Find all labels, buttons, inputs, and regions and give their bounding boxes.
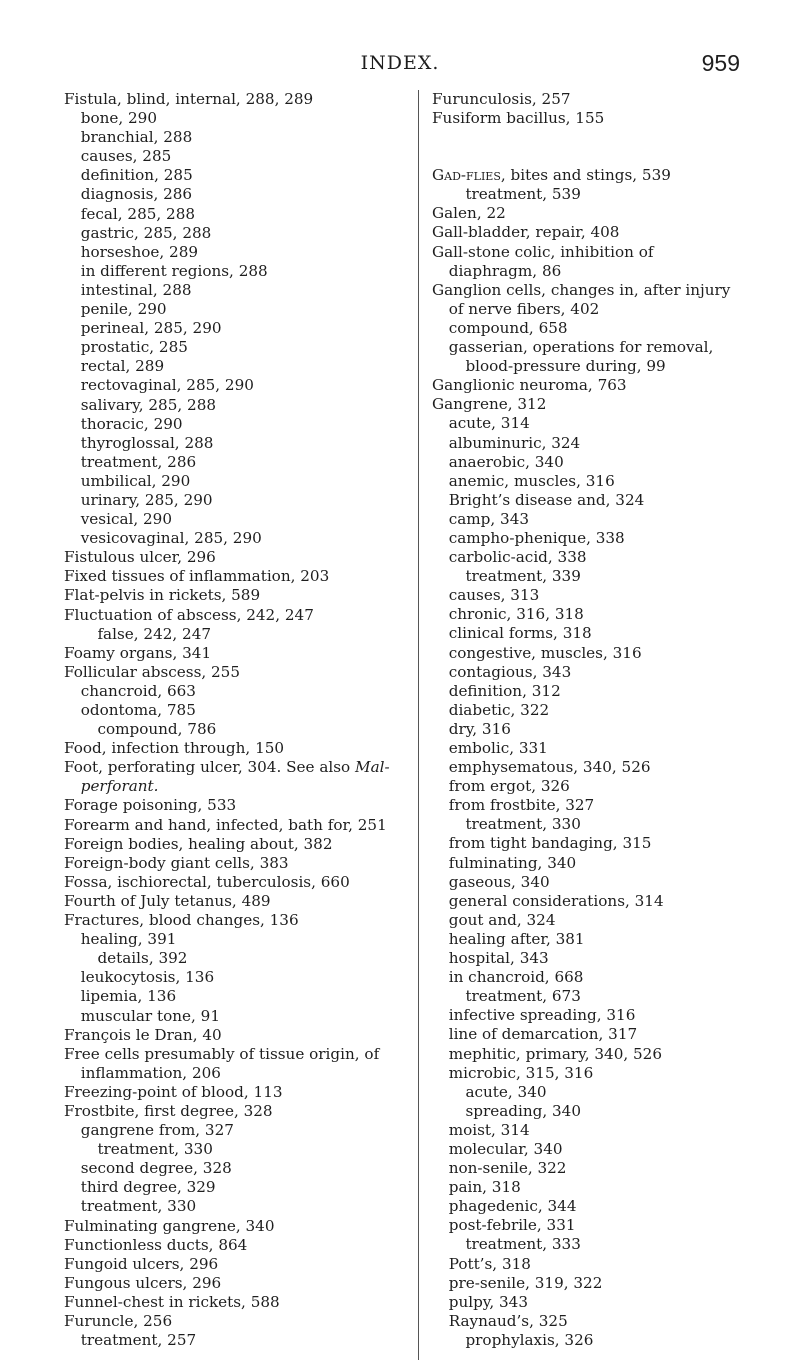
entry-text: Fungoid ulcers, 296 — [64, 1254, 219, 1273]
index-subentry — [432, 567, 742, 586]
index-subentry — [432, 1274, 742, 1293]
entry-text: rectal, 289 — [80, 357, 165, 376]
entry-text: Frostbite, first degree, 328 — [64, 1101, 273, 1120]
entry-text: treatment, 330 — [80, 1197, 197, 1216]
index-entry — [64, 835, 404, 854]
page-number: 959 — [701, 50, 740, 76]
index-entry — [64, 567, 404, 586]
index-entry — [64, 1083, 404, 1102]
entry-text: Follicular abscess, 255 — [64, 662, 241, 681]
index-entry — [64, 1026, 404, 1045]
entry-text: from tight bandaging, 315 — [448, 834, 652, 853]
entry-text: gastric, 285, 288 — [80, 223, 212, 242]
index-subentry — [64, 357, 404, 376]
index-subentry — [64, 243, 404, 262]
entry-text: dry, 316 — [448, 719, 511, 738]
entry-text: microbic, 315, 316 — [448, 1063, 594, 1082]
entry-text: campho-phenique, 338 — [448, 528, 625, 547]
index-subentry — [432, 834, 742, 853]
entry-text: leukocytosis, 136 — [80, 968, 215, 987]
entry-text: Free cells presumably of tissue origin, of inflammation, 206 — [64, 1044, 380, 1082]
entry-text: Foot, perforating ulcer, 304. See also — [64, 758, 351, 777]
index-subentry — [432, 1159, 742, 1178]
entry-text: treatment, 330 — [97, 1140, 213, 1159]
entry-text: Raynaud’s, 325 — [448, 1311, 568, 1330]
index-entry — [64, 1255, 404, 1274]
entry-text: Ganglionic neuroma, 763 — [432, 376, 627, 395]
entry-text: third degree, 329 — [80, 1178, 216, 1197]
entry-text: pain, 318 — [448, 1178, 521, 1197]
entry-text: in different regions, 288 — [80, 261, 268, 280]
index-subentry — [64, 376, 404, 395]
index-subentry — [432, 1216, 742, 1235]
entry-text: Pott’s, 318 — [448, 1254, 531, 1273]
index-entry — [64, 1045, 404, 1083]
entry-head-smallcaps: Gad-flies — [432, 166, 501, 185]
index-subentry — [64, 949, 404, 968]
entry-text: anemic, muscles, 316 — [448, 471, 615, 490]
entry-text: Functionless ducts, 864 — [64, 1235, 248, 1254]
index-subentry — [64, 1178, 404, 1197]
entry-text: horseshoe, 289 — [80, 242, 199, 261]
entry-text: umbilical, 290 — [80, 471, 191, 490]
index-entry — [432, 166, 742, 185]
entry-text: Fistulous ulcer, 296 — [64, 548, 216, 567]
entry-text: muscular tone, 91 — [80, 1006, 220, 1025]
entry-text: treatment, 333 — [465, 1235, 581, 1254]
entry-text: François le Dran, 40 — [64, 1025, 222, 1044]
index-subentry — [64, 930, 404, 949]
index-subentry — [432, 1178, 742, 1197]
entry-text: pre-senile, 319, 322 — [448, 1273, 603, 1292]
entry-text: definition, 312 — [448, 681, 561, 700]
entry-text: branchial, 288 — [80, 128, 193, 147]
entry-text: penile, 290 — [80, 300, 167, 319]
entry-text: intestinal, 288 — [80, 280, 192, 299]
entry-text: treatment, 539 — [465, 185, 581, 204]
index-entry — [64, 739, 404, 758]
index-subentry — [64, 415, 404, 434]
entry-text: in chancroid, 668 — [448, 968, 584, 987]
index-subentry — [432, 1197, 742, 1216]
entry-text: Foreign bodies, healing about, 382 — [64, 834, 333, 853]
entry-text: acute, 340 — [465, 1082, 547, 1101]
entry-text: Funnel-chest in rickets, 588 — [64, 1292, 280, 1311]
entry-text: Forage poisoning, 533 — [64, 796, 237, 815]
index-subentry — [432, 624, 742, 643]
entry-text: mephitic, primary, 340, 526 — [448, 1044, 662, 1063]
index-subentry — [432, 644, 742, 663]
index-subentry — [64, 1197, 404, 1216]
entry-text: treatment, 330 — [465, 815, 581, 834]
index-entry — [64, 548, 404, 567]
index-entry — [64, 586, 404, 605]
entry-text: anaerobic, 340 — [448, 452, 564, 471]
entry-text: compound, 786 — [97, 720, 217, 739]
index-entry — [64, 1102, 404, 1121]
entry-text: Bright’s disease and, 324 — [448, 490, 645, 509]
entry-text: perineal, 285, 290 — [80, 319, 222, 338]
index-entry — [432, 204, 742, 223]
index-subentry — [432, 720, 742, 739]
index-entry — [432, 395, 742, 414]
index-subentry — [64, 300, 404, 319]
index-subentry — [432, 1140, 742, 1159]
index-subentry — [432, 968, 742, 987]
index-subentry — [64, 701, 404, 720]
section-gap — [432, 128, 742, 166]
entry-head-rest: , bites and stings, 539 — [500, 166, 671, 185]
entry-text: Fractures, blood changes, 136 — [64, 911, 299, 930]
page-title: INDEX. — [360, 52, 440, 74]
index-subentry — [64, 529, 404, 548]
entry-text: thoracic, 290 — [80, 414, 183, 433]
entry-text: vesical, 290 — [80, 510, 172, 529]
index-subentry — [432, 854, 742, 873]
index-subentry — [64, 491, 404, 510]
index-entry — [64, 1236, 404, 1255]
index-subentry — [432, 930, 742, 949]
index-subentry — [64, 682, 404, 701]
index-subentry — [64, 1007, 404, 1026]
entry-text: healing after, 381 — [448, 929, 585, 948]
index-subentry — [64, 281, 404, 300]
entry-text: Foamy organs, 341 — [64, 643, 212, 662]
entry-text: embolic, 331 — [448, 739, 548, 757]
index-entry — [64, 644, 404, 663]
index-subentry — [64, 1121, 404, 1140]
index-subentry — [432, 453, 742, 472]
entry-text: gout and, 324 — [448, 910, 556, 929]
entry-text: emphysematous, 340, 526 — [448, 758, 651, 777]
index-subentry — [432, 682, 742, 701]
entry-text: line of demarcation, 317 — [448, 1025, 638, 1044]
index-entry — [64, 663, 404, 682]
index-entry — [432, 90, 742, 109]
index-entry — [64, 1293, 404, 1312]
index-subentry — [432, 701, 742, 720]
entry-text: Ganglion cells, changes in, after injury of nerve fibers, 402 — [432, 280, 731, 318]
index-subentry — [432, 414, 742, 433]
entry-text: contagious, 343 — [448, 662, 572, 681]
index-subentry — [432, 434, 742, 453]
index-subentry — [432, 1083, 742, 1102]
entry-text: from ergot, 326 — [448, 777, 570, 796]
index-subentry — [64, 396, 404, 415]
index-entry — [64, 90, 404, 109]
entry-text: fecal, 285, 288 — [80, 204, 196, 223]
index-column-left — [64, 90, 404, 1350]
index-subentry — [64, 205, 404, 224]
index-entry — [64, 1217, 404, 1236]
index-subentry — [432, 663, 742, 682]
entry-text: treatment, 673 — [465, 987, 581, 1006]
index-subentry — [64, 185, 404, 204]
index-subentry — [432, 605, 742, 624]
index-subentry — [64, 472, 404, 491]
entry-text: hospital, 343 — [448, 949, 549, 968]
index-subentry — [432, 529, 742, 548]
entry-text: Fourth of July tetanus, 489 — [64, 891, 271, 910]
index-entry — [432, 223, 742, 242]
index-subentry — [432, 319, 742, 338]
index-subentry — [64, 224, 404, 243]
index-subentry — [64, 434, 404, 453]
page-header — [0, 52, 800, 74]
index-subentry — [64, 262, 404, 281]
index-entry — [64, 758, 404, 796]
entry-text: thyroglossal, 288 — [80, 433, 214, 452]
index-subentry — [64, 166, 404, 185]
index-entry — [64, 1312, 404, 1331]
entry-text: Fulminating gangrene, 340 — [64, 1216, 275, 1235]
entry-text: Food, infection through, 150 — [64, 739, 285, 758]
entry-text: treatment, 257 — [80, 1331, 197, 1350]
entry-text: details, 392 — [97, 949, 188, 968]
index-subentry — [432, 1255, 742, 1274]
index-subentry — [432, 1331, 742, 1350]
entry-text: fulminating, 340 — [448, 853, 577, 872]
entry-text: salivary, 285, 288 — [80, 395, 217, 414]
index-subentry — [432, 987, 742, 1006]
index-subentry — [432, 185, 742, 204]
index-subentry — [432, 1312, 742, 1331]
index-subentry — [432, 911, 742, 930]
index-subentry — [432, 739, 742, 758]
entry-text: prostatic, 285 — [80, 338, 188, 357]
index-subentry — [432, 1102, 742, 1121]
entry-text: Galen, 22 — [432, 204, 506, 223]
entry-text: compound, 658 — [448, 318, 568, 337]
entry-text: Fixed tissues of inflammation, 203 — [64, 567, 330, 586]
index-entry — [432, 281, 742, 319]
index-subentry — [64, 720, 404, 739]
index-subentry — [432, 1006, 742, 1025]
entry-text: pulpy, 343 — [448, 1292, 529, 1311]
entry-text: spreading, 340 — [465, 1101, 581, 1120]
index-subentry — [64, 510, 404, 529]
entry-text: diabetic, 322 — [448, 700, 550, 719]
entry-text: Foreign-body giant cells, 383 — [64, 853, 289, 872]
entry-text: post-febrile, 331 — [448, 1216, 576, 1235]
index-subentry — [432, 1121, 742, 1140]
entry-text: camp, 343 — [448, 509, 530, 528]
index-subentry — [432, 1064, 742, 1083]
entry-text: Fusiform bacillus, 155 — [432, 109, 605, 128]
index-subentry — [432, 586, 742, 605]
index-entry — [64, 911, 404, 930]
entry-text: clinical forms, 318 — [448, 624, 592, 643]
entry-text: healing, 391 — [80, 930, 177, 949]
entry-text: treatment, 339 — [465, 567, 581, 586]
index-entry — [64, 854, 404, 873]
index-entry — [64, 816, 404, 835]
entry-text: Gall-bladder, repair, 408 — [432, 223, 620, 242]
index-entry — [432, 243, 742, 281]
entry-text: chronic, 316, 318 — [448, 605, 584, 624]
entry-text: Furuncle, 256 — [64, 1312, 173, 1330]
index-subentry — [432, 338, 742, 376]
index-subentry — [432, 548, 742, 567]
entry-text: Gangrene, 312 — [432, 395, 547, 414]
index-subentry — [64, 453, 404, 472]
entry-text: Flat-pelvis in rickets, 589 — [64, 586, 261, 605]
entry-text: rectovaginal, 285, 290 — [80, 376, 254, 395]
index-subentry — [64, 987, 404, 1006]
index-subentry — [432, 472, 742, 491]
index-subentry — [432, 815, 742, 834]
entry-text: odontoma, 785 — [80, 701, 196, 719]
entry-text: moist, 314 — [448, 1120, 530, 1139]
entry-text: non-senile, 322 — [448, 1159, 567, 1178]
cross-reference: Mal-perforant. — [80, 758, 390, 796]
index-subentry — [432, 892, 742, 911]
index-subentry — [64, 319, 404, 338]
index-entry — [64, 873, 404, 892]
index-subentry — [432, 758, 742, 777]
index-subentry — [64, 625, 404, 644]
entry-text: chancroid, 663 — [80, 681, 196, 700]
entry-text: Forearm and hand, infected, bath for, 251 — [64, 815, 387, 834]
index-subentry — [432, 796, 742, 815]
entry-text: congestive, muscles, 316 — [448, 643, 642, 662]
entry-text: urinary, 285, 290 — [80, 490, 213, 509]
index-entry — [64, 606, 404, 625]
entry-text: prophylaxis, 326 — [465, 1330, 594, 1349]
index-subentry — [432, 1293, 742, 1312]
index-subentry — [432, 1025, 742, 1044]
column-divider — [418, 90, 419, 1360]
entry-text: molecular, 340 — [448, 1139, 563, 1158]
entry-text: treatment, 286 — [80, 452, 197, 471]
entry-text: Furunculosis, 257 — [432, 90, 571, 108]
entry-text: definition, 285 — [80, 166, 193, 185]
entry-text: causes, 313 — [448, 586, 540, 605]
entry-text: Fossa, ischiorectal, tuberculosis, 660 — [64, 872, 350, 891]
entry-text: vesicovaginal, 285, 290 — [80, 529, 262, 548]
index-subentry — [64, 968, 404, 987]
index-subentry — [64, 109, 404, 128]
entry-text: lipemia, 136 — [80, 987, 177, 1006]
entry-text: false, 242, 247 — [97, 624, 212, 643]
entry-text: Fungous ulcers, 296 — [64, 1273, 222, 1292]
entry-text: gaseous, 340 — [448, 872, 550, 891]
entry-text: from frostbite, 327 — [448, 796, 595, 815]
index-entry — [432, 376, 742, 395]
index-subentry — [432, 491, 742, 510]
index-subentry — [64, 338, 404, 357]
index-column-right — [432, 90, 742, 1350]
entry-text: Freezing-point of blood, 113 — [64, 1082, 283, 1101]
entry-text: infective spreading, 316 — [448, 1006, 636, 1025]
entry-text: general considerations, 314 — [448, 891, 664, 910]
index-subentry — [432, 873, 742, 892]
entry-text: Fluctuation of abscess, 242, 247 — [64, 605, 314, 624]
entry-text: Gall-stone colic, inhibition of diaphragm, 86 — [432, 242, 654, 280]
entry-text: albuminuric, 324 — [448, 433, 581, 452]
index-subentry — [432, 777, 742, 796]
entry-text: gasserian, operations for removal, blood-pressure during, 99 — [448, 338, 714, 376]
index-subentry — [64, 147, 404, 166]
entry-text: gangrene from, 327 — [80, 1121, 234, 1140]
index-subentry — [432, 1045, 742, 1064]
entry-text: bone, 290 — [80, 109, 157, 128]
index-subentry — [64, 128, 404, 147]
entry-text: Fistula, blind, internal, 288, 289 — [64, 90, 314, 108]
index-subentry — [432, 510, 742, 529]
index-entry — [64, 1274, 404, 1293]
index-subentry — [432, 949, 742, 968]
index-entry — [432, 109, 742, 128]
entry-text: carbolic-acid, 338 — [448, 548, 587, 567]
entry-text: second degree, 328 — [80, 1159, 232, 1178]
index-subentry — [64, 1140, 404, 1159]
index-subentry — [64, 1159, 404, 1178]
index-subentry — [432, 1235, 742, 1254]
entry-text: causes, 285 — [80, 147, 172, 166]
entry-text: acute, 314 — [448, 414, 530, 433]
entry-text: phagedenic, 344 — [448, 1197, 577, 1216]
index-entry — [64, 796, 404, 815]
index-entry — [64, 892, 404, 911]
entry-text: diagnosis, 286 — [80, 185, 193, 204]
index-subentry — [64, 1331, 404, 1350]
